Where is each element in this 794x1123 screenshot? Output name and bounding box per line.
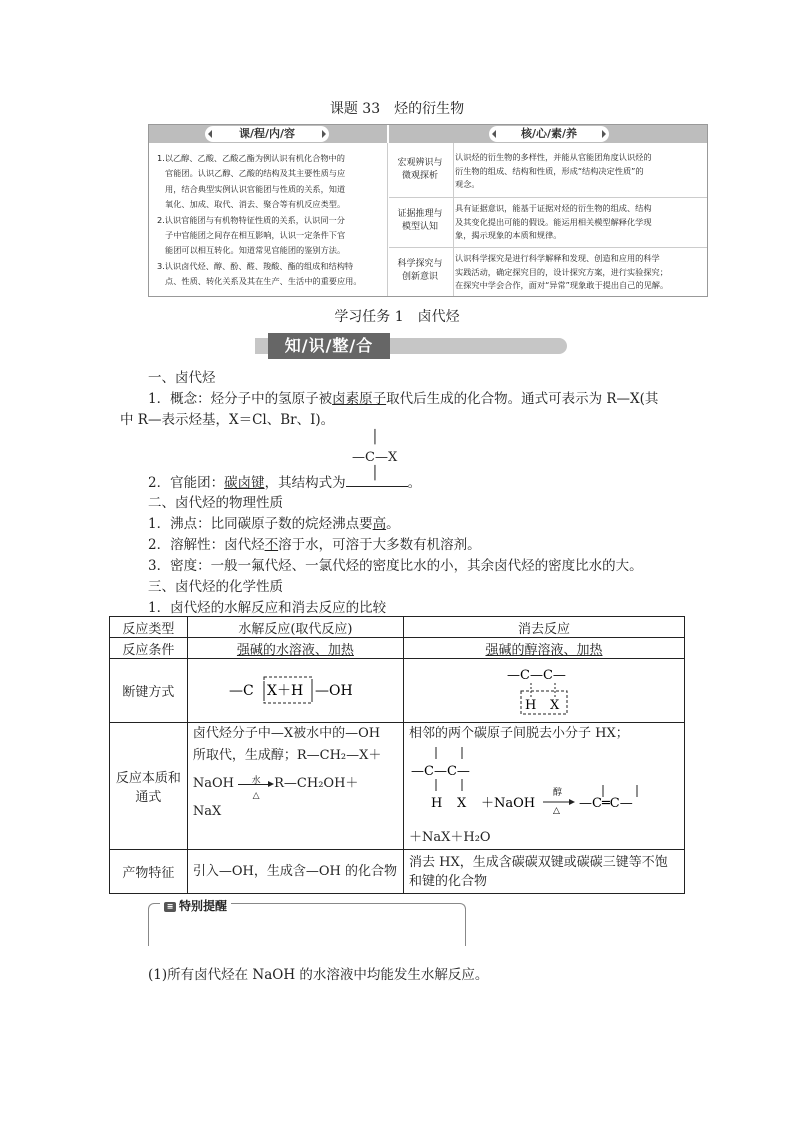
boiling-point-line <box>148 514 400 534</box>
core-literacy-label: 核/心/素/养 <box>489 126 609 142</box>
core-name-line: 科学探究与 <box>397 259 443 269</box>
core-name-line: 宏观辨识与 <box>397 158 443 168</box>
condition: 水 <box>251 775 261 786</box>
course-content-label: 课/程/内/容 <box>205 126 329 142</box>
answer: 强碱的水溶液、加热 <box>236 642 354 658</box>
cell: 消去 HX，生成含碳碳双键或碳碳三键等不饱和键的化合物 <box>404 850 685 894</box>
answer: 碳卤键 <box>224 475 265 491</box>
special-reminder-label <box>160 897 231 914</box>
condition: △ <box>252 790 260 801</box>
task-title: 学习任务 1 卤代烃 <box>334 309 460 325</box>
equation-line <box>192 773 398 801</box>
cell <box>404 638 685 659</box>
formula-text: X＋H <box>266 682 304 699</box>
condition: △ <box>553 806 560 816</box>
lesson-title <box>0 98 794 118</box>
formula-text: ＋NaOH <box>481 796 536 811</box>
lesson-number: 课题 33 <box>329 101 381 117</box>
table-row <box>110 723 685 850</box>
text-line: 所取代，生成醇；R—CH₂—X＋ <box>192 748 382 763</box>
section-heading: 三、卤代烃的化学性质 <box>148 579 283 595</box>
comparison-caption: 1．卤代烃的水解反应和消去反应的比较 <box>148 600 387 616</box>
divider <box>387 143 388 296</box>
core-desc-line: 象，揭示现象的本质和规律。 <box>455 230 562 240</box>
formula-text: —OH <box>314 682 353 699</box>
label-text: 特别提醒 <box>179 899 228 913</box>
core-desc-line: 认识科学探究是进行科学解释和发现、创造和应用的科学 <box>455 253 660 263</box>
course-line: 2.认识官能团与有机物特征性质的关系，认识同一分 <box>157 214 345 225</box>
course-line: 用，结合典型实例认识官能团与性质的关系，知道 <box>165 183 346 194</box>
curriculum-box <box>148 124 708 297</box>
formula-text: —C <box>228 682 254 699</box>
table-header: 反应类型 <box>110 617 188 638</box>
text: 。 <box>386 516 400 532</box>
core-desc-line: 认识烃的衍生物的多样性，并能从官能团角度认识烃的 <box>455 152 652 162</box>
course-content-list <box>157 151 385 290</box>
core-name <box>389 157 451 183</box>
elimination-equation <box>409 745 671 819</box>
text: ，其结构式为 <box>264 475 346 491</box>
text: 1．概念：烃分子中的氢原子被 <box>148 391 333 407</box>
row-label: 断键方式 <box>110 659 188 723</box>
cell <box>187 659 403 723</box>
reaction-arrow <box>238 775 274 801</box>
elimination-bond-diagram <box>409 661 679 717</box>
core-desc <box>455 151 703 192</box>
cell <box>187 638 403 659</box>
core-desc <box>455 252 703 293</box>
core-desc-line: 观念。 <box>455 179 480 189</box>
core-desc-line: 实践活动，确定探究目的，设计探究方案，进行实验探究； <box>455 266 668 277</box>
course-line: 官能团。认识乙醇、乙酸的结构及其主要性质与应 <box>165 168 346 179</box>
core-desc-line: 具有证据意识，能基于证据对烃的衍生物的组成、结构 <box>455 203 652 213</box>
text: 2．官能团： <box>148 475 225 491</box>
answer: 强碱的醇溶液、加热 <box>485 642 603 658</box>
product: ＋NaX＋H₂O <box>409 830 491 845</box>
functional-group-line <box>148 472 421 493</box>
text: 。 <box>407 475 422 491</box>
text: 1．沸点：比同碳原子数的烷烃沸点要 <box>148 516 373 532</box>
cell <box>187 723 403 850</box>
core-desc-line: 在探究中学会合作，面对“异常”现象敢于提出自己的见解。 <box>455 280 669 290</box>
concept-line <box>148 389 658 409</box>
row-label: 反应条件 <box>110 638 188 659</box>
row-label <box>110 723 188 850</box>
label-line: 反应本质和 <box>115 771 181 786</box>
section-heading: 二、卤代烃的物理性质 <box>148 495 283 511</box>
formula-text: H <box>431 796 443 811</box>
note-line: (1)所有卤代烃在 NaOH 的水溶液中均能发生水解反应。 <box>148 967 489 983</box>
structure-formula: —C—X <box>352 450 398 465</box>
table-row <box>110 638 685 659</box>
table-row <box>110 659 685 723</box>
concept-line-2: 中 R—表示烃基，X＝Cl、Br、I)。 <box>120 412 335 428</box>
table-header: 水解反应(取代反应) <box>187 617 403 638</box>
core-name-line: 创新意识 <box>401 272 438 282</box>
cell <box>404 659 685 723</box>
reagent: NaOH <box>192 776 234 791</box>
text: 2．溶解性：卤代烃 <box>148 537 265 553</box>
answer: 卤素原子 <box>332 391 387 407</box>
formula-text: —C—C— <box>411 764 470 779</box>
density-line: 3．密度：一般一氟代烃、一氯代烃的密度比水的小，其余卤代烃的密度比水的大。 <box>148 558 643 574</box>
answer: 不 <box>264 537 279 553</box>
course-line: 点、性质、转化关系及其在生产、生活中的重要应用。 <box>165 276 362 287</box>
formula-text: X <box>457 796 467 811</box>
condition: 醇 <box>553 788 563 798</box>
course-line: 3.认识卤代烃、醇、酚、醛、羧酸、酯的组成和结构特 <box>157 260 354 271</box>
knowledge-banner: 知/识/整/合 <box>268 333 390 359</box>
label-line: 通式 <box>135 790 162 805</box>
product: NaX <box>192 804 222 819</box>
core-row <box>389 147 707 197</box>
formula-text: H <box>525 697 537 713</box>
note-icon: ≡ <box>164 902 176 912</box>
core-desc-line: 及其变化提出可能的假设。能运用相关模型解释化学现 <box>455 216 652 227</box>
row-label: 产物特征 <box>110 850 188 894</box>
cell: 引入—OH，生成含—OH 的化合物 <box>187 850 403 894</box>
core-desc-line: 衍生物的组成、结构和性质，形成“结构决定性质”的 <box>455 165 644 176</box>
formula-text: —C—C— <box>507 667 566 683</box>
arrow-head <box>569 799 575 805</box>
core-name-line: 微观探析 <box>401 171 438 181</box>
formula-text: X <box>550 697 560 713</box>
core-name <box>389 208 451 234</box>
course-line: 1.以乙醇、乙酸、乙酸乙酯为例认识有机化合物中的 <box>157 153 345 163</box>
section-heading: 一、卤代烃 <box>148 370 216 386</box>
answer-blank <box>346 472 408 487</box>
text-line: 卤代烃分子中—X被水中的—OH <box>192 726 381 741</box>
course-line: 氧化、加成、取代、消去、聚合等有机反应类型。 <box>165 199 346 210</box>
formula-text: —C═C— <box>579 796 633 811</box>
comparison-table <box>109 616 685 894</box>
course-line: 子中官能团之间存在相互影响，认识一定条件下官 <box>165 230 346 241</box>
core-row <box>389 247 707 297</box>
text: 取代后生成的化合物。通式可表示为 R—X(其 <box>386 391 659 407</box>
table-header: 消去反应 <box>404 617 685 638</box>
table-row <box>110 850 685 894</box>
lesson-name: 烃的衍生物 <box>394 101 465 117</box>
core-name-line: 模型认知 <box>401 222 438 232</box>
hydrolysis-bond-diagram <box>193 669 393 709</box>
cell <box>404 723 685 850</box>
core-name-line: 证据推理与 <box>397 209 443 219</box>
core-desc <box>455 202 703 243</box>
text-line: 相邻的两个碳原子间脱去小分子 HX； <box>409 726 629 741</box>
answer: 高 <box>372 516 387 532</box>
course-line: 能团可以相互转化。知道常见官能团的鉴别方法。 <box>165 245 346 256</box>
product: R—CH₂OH＋ <box>274 776 359 791</box>
table-row <box>110 617 685 638</box>
structure-top: │ <box>371 430 379 445</box>
solubility-line <box>148 535 481 555</box>
text: 溶于水，可溶于大多数有机溶剂。 <box>278 537 481 553</box>
core-row <box>389 197 707 248</box>
core-name <box>389 258 451 284</box>
structure-bottom: │ <box>371 466 379 481</box>
